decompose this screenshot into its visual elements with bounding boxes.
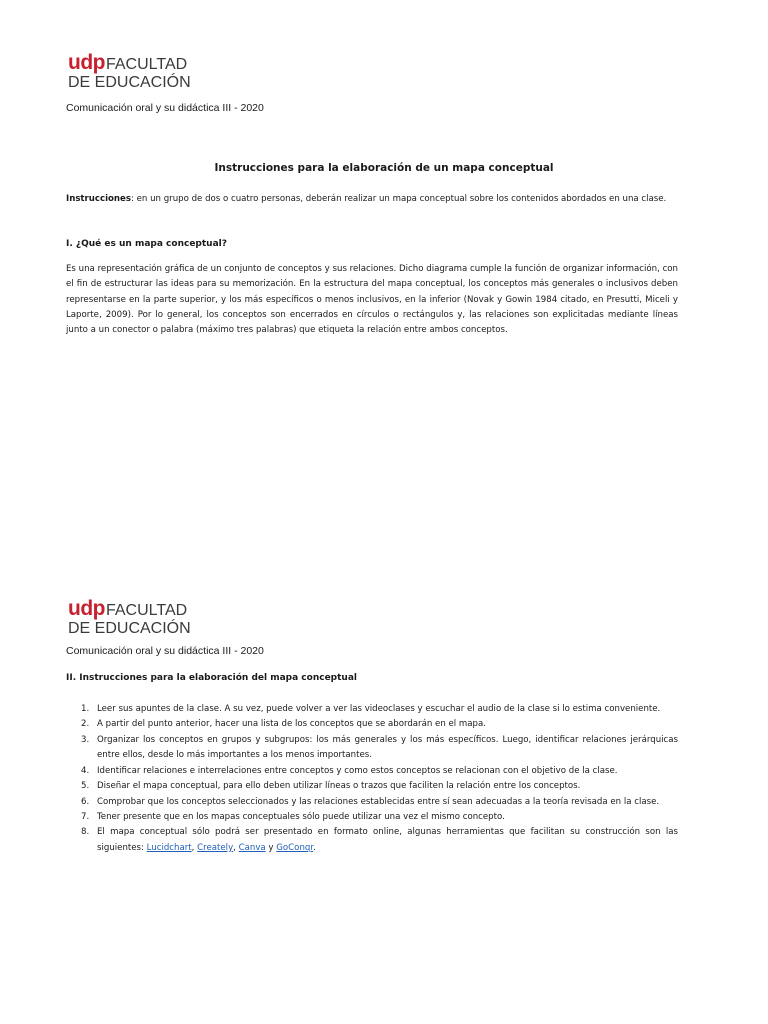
separator: ,: [191, 842, 198, 853]
section-1-heading: I. ¿Qué es un mapa conceptual?: [66, 239, 227, 249]
document-title: Instrucciones para la elaboración de un mapa conceptual: [214, 162, 554, 174]
faculty-logo: [68, 52, 248, 91]
list-item-text: A partir del punto anterior, hacer una lista de los conceptos que se abordarán en el mapa.: [97, 719, 487, 730]
list-item-number: 7.: [81, 812, 90, 823]
list-item: [66, 764, 678, 779]
instruction-steps-list: [66, 702, 678, 856]
logo-line1: FACULTAD: [105, 56, 188, 73]
course-name: Comunicación oral y su didáctica III - 2020: [66, 102, 264, 114]
list-item: [66, 733, 678, 764]
list-item-number: 2.: [81, 719, 90, 730]
list-item-text: Tener presente que en los mapas conceptuales sólo puede utilizar una vez el mismo concepto.: [97, 812, 505, 823]
list-item-text: Organizar los conceptos en grupos y subgrupos: los más generales y los más específicos. Luego, identificar relaciones jerárquicas entre ellos, desde lo más importantes a los menos importantes.: [97, 734, 678, 760]
logo-line2: DE EDUCACIÓN: [68, 74, 191, 91]
goconqr-link[interactable]: GoConqr: [276, 842, 314, 853]
list-item-number: 1.: [81, 704, 90, 714]
list-item-text: Leer sus apuntes de la clase. A su vez, puede volver a ver las videoclases y escuchar el audio de la clase si lo estima conveniente.: [97, 704, 661, 714]
lucidchart-link[interactable]: Lucidchart: [146, 842, 192, 853]
section-1-body: Es una representación gráfica de un conjunto de conceptos y sus relaciones. Dicho diagrama cumple la función de organizar información, con el fin de estructurar las ideas para su memorización. En la estructura del mapa conceptual, los conceptos más generales o inclusivos deben representarse en la parte superior, y los más específicos o menos inclusivos, en la inferior (Novak y Gowin 1984 citado, en Presutti, Miceli y Laporte, 2009). Por lo general, los conceptos son encerrados en círculos o rectángulos y, las relaciones son explicitadas mediante líneas junto a un conector o palabra (máximo tres palabras) que etiqueta la relación entre ambos conceptos.: [66, 264, 678, 336]
list-item-number: 4.: [81, 766, 90, 777]
list-item-number: 6.: [81, 796, 90, 807]
logo-brand: udp: [68, 597, 105, 620]
list-item-number: 3.: [81, 734, 90, 745]
list-item: [66, 717, 678, 732]
section-2-heading: II. Instrucciones para la elaboración del mapa conceptual: [66, 673, 357, 683]
list-item-text: Diseñar el mapa conceptual, para ello deben utilizar líneas o trazos que faciliten la relación entre los conceptos.: [97, 781, 581, 792]
list-item-text: Comprobar que los conceptos seleccionados y las relaciones establecidas entre sí sean adecuadas a la teoría revisada en la clase.: [97, 796, 660, 807]
list-item-text: El mapa conceptual sólo podrá ser presentado en formato online, algunas herramientas que facilitan su construcción son las siguientes:: [97, 827, 678, 853]
list-item-number: 5.: [81, 781, 90, 792]
instructions-label: Instrucciones: [66, 194, 131, 204]
list-item: [66, 825, 678, 856]
instructions-text: : en un grupo de dos o cuatro personas, deberán realizar un mapa conceptual sobre los contenidos abordados en una clase.: [131, 194, 667, 204]
canva-link[interactable]: Canva: [238, 842, 266, 853]
list-item: [66, 702, 678, 717]
list-item: [66, 795, 678, 810]
instructions-paragraph: [66, 192, 678, 207]
separator: ,: [233, 842, 239, 853]
list-end-period: .: [313, 842, 316, 853]
logo-brand: udp: [68, 51, 105, 74]
list-item-number: 8.: [81, 827, 90, 838]
course-name-page2: Comunicación oral y su didáctica III - 2020: [66, 645, 264, 657]
faculty-logo-page2: [68, 598, 248, 637]
list-item: [66, 810, 678, 825]
creately-link[interactable]: Creately: [197, 842, 234, 853]
logo-line1: FACULTAD: [105, 602, 188, 619]
logo-line2: DE EDUCACIÓN: [68, 620, 191, 637]
separator: y: [265, 842, 277, 853]
list-item: [66, 779, 678, 794]
list-item-text: Identificar relaciones e interrelaciones entre conceptos y como estos conceptos se relacionan con el objetivo de la clase.: [97, 766, 618, 777]
